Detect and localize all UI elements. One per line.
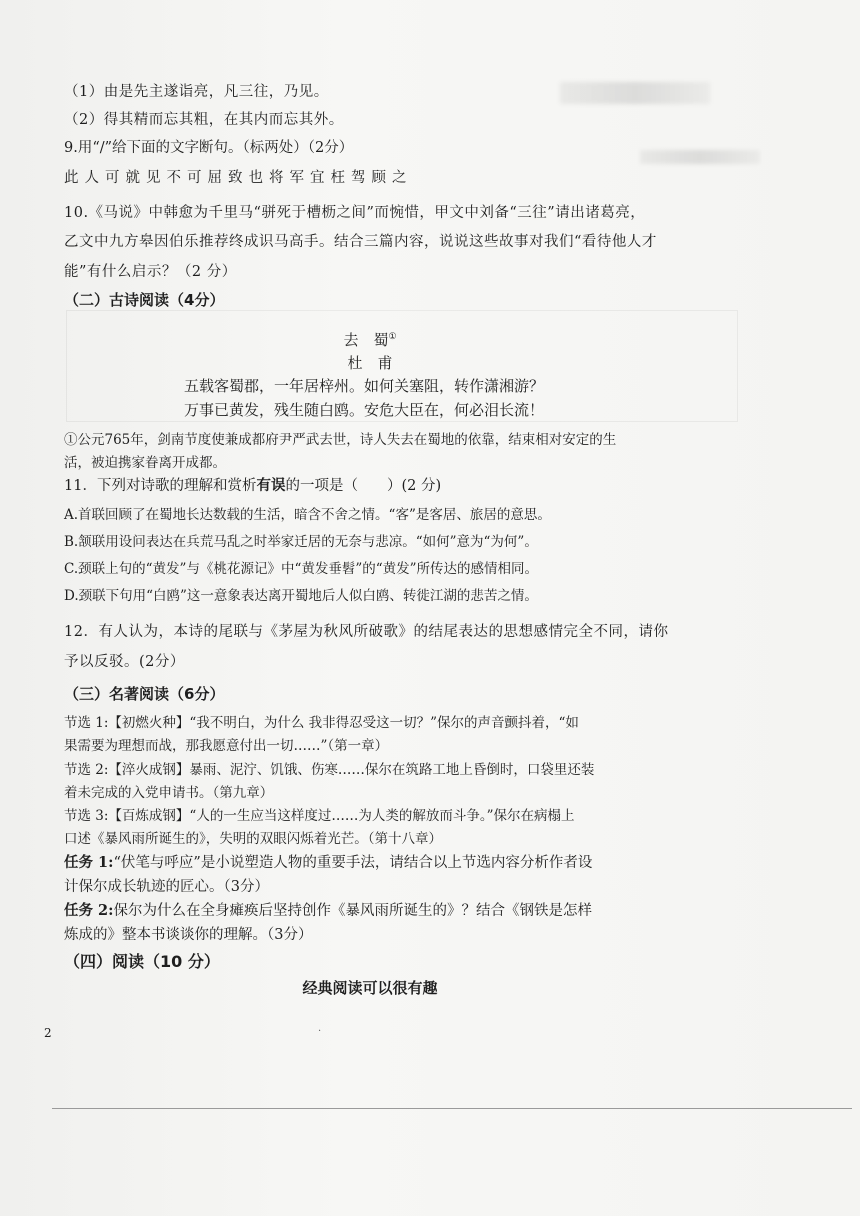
punctuation-text: 此人可就见不可屈致也将军宜枉驾顾之 <box>64 170 413 186</box>
excerpt-2-line-1: 节选 2:【淬火成钢】暴雨、泥泞、饥饿、伤寒……保尔在筑路工地上昏倒时，口袋里还装 <box>64 762 595 778</box>
poem-line-2: 万事已黄发，残生随白鸥。安危大臣在，何必泪长流！ <box>184 401 545 419</box>
question-10-line-1: 10.《马说》中韩愈为千里马“骈死于槽枥之间”而惋惜，甲文中刘备“三往”请出诸葛亮， <box>64 205 646 221</box>
option-a: A.首联回顾了在蜀地长达数载的生活，暗含不舍之情。“客”是客居、旅居的意思。 <box>64 507 551 523</box>
option-c: C.颈联上句的“黄发”与《桃花源记》中“黄发垂髫”的“黄发”所传达的感情相同。 <box>64 561 539 577</box>
section-heading-poem: （二）古诗阅读（4分） <box>64 291 225 309</box>
question-9: 9.用“/”给下面的文字断句。（标两处）（2分） <box>64 140 354 156</box>
option-b: B.颔联用设问表达在兵荒马乱之时举家迁居的无奈与悲凉。“如何”意为“为何”。 <box>64 534 538 550</box>
excerpt-3-line-1: 节选 3:【百炼成钢】“人的一生应当这样度过……为人类的解放而斗争。”保尔在病榻上 <box>64 808 575 824</box>
poem-author: 杜 甫 <box>347 354 393 372</box>
excerpt-1-line-2: 果需要为理想而战，那我愿意付出一切……”（第一章） <box>64 738 389 754</box>
bottom-rule <box>52 1108 852 1109</box>
question-11: 11．下列对诗歌的理解和赏析有误的一项是（ ）(2 分) <box>64 477 442 494</box>
poem-note-line-2: 活，被迫携家眷离开成都。 <box>64 455 226 471</box>
excerpt-1-line-1: 节选 1:【初燃火种】“我不明白，为什么 我非得忍受这一切？”保尔的声音颤抖着，“如 <box>64 715 579 731</box>
question-12-line-1: 12．有人认为，本诗的尾联与《茅屋为秋风所破歌》的结尾表达的思想感情完全不同，请你 <box>64 624 669 640</box>
option-d: D.颈联下句用“白鸥”这一意象表达离开蜀地后人似白鸥、转徙江湖的悲苦之情。 <box>64 588 538 604</box>
excerpt-3-line-2: 口述《暴风雨所诞生的》，失明的双眼闪烁着光芒。（第十八章） <box>64 831 442 847</box>
question-12-line-2: 予以反驳。(2分） <box>64 654 185 670</box>
task-2-line-1: 任务 2:保尔为什么在全身瘫痪后坚持创作《暴风雨所诞生的》？结合《钢铁是怎样 <box>64 902 592 919</box>
page-number: 2 <box>44 1026 52 1040</box>
poem-line-1: 五载客蜀郡，一年居梓州。如何关塞阻，转作潇湘游？ <box>184 377 545 395</box>
translation-item-1: （1）由是先主遂诣亮，凡三往，乃见。 <box>64 84 329 100</box>
task-2-line-2: 炼成的》整本书谈谈你的理解。（3分） <box>64 927 313 943</box>
translation-item-2: （2）得其精而忘其粗，在其内而忘其外。 <box>64 112 344 128</box>
poem-title: 去 蜀① <box>343 331 397 349</box>
section-heading-reading: （四）阅读（10 分） <box>64 952 220 971</box>
task-1-line-2: 计保尔成长轨迹的匠心。（3分） <box>64 879 269 895</box>
question-10-line-3: 能”有什么启示？（2 分） <box>64 264 237 280</box>
poem-note-line-1: ①公元765年，剑南节度使兼成都府尹严武去世，诗人失去在蜀地的依靠，结束相对安定的生 <box>64 432 617 448</box>
question-10-line-2: 乙文中九方皋因伯乐推荐终成识马高手。结合三篇内容，说说这些故事对我们“看待他人才 <box>64 234 657 250</box>
section-heading-classics: （三）名著阅读（6分） <box>64 685 225 703</box>
excerpt-2-line-2: 着未完成的入党申请书。（第九章） <box>64 785 274 801</box>
reading-title: 经典阅读可以很有趣 <box>302 979 438 997</box>
task-1-line-1: 任务 1:“伏笔与呼应”是小说塑造人物的重要手法，请结合以上节选内容分析作者设 <box>64 854 593 871</box>
stray-mark: · <box>318 1026 322 1037</box>
